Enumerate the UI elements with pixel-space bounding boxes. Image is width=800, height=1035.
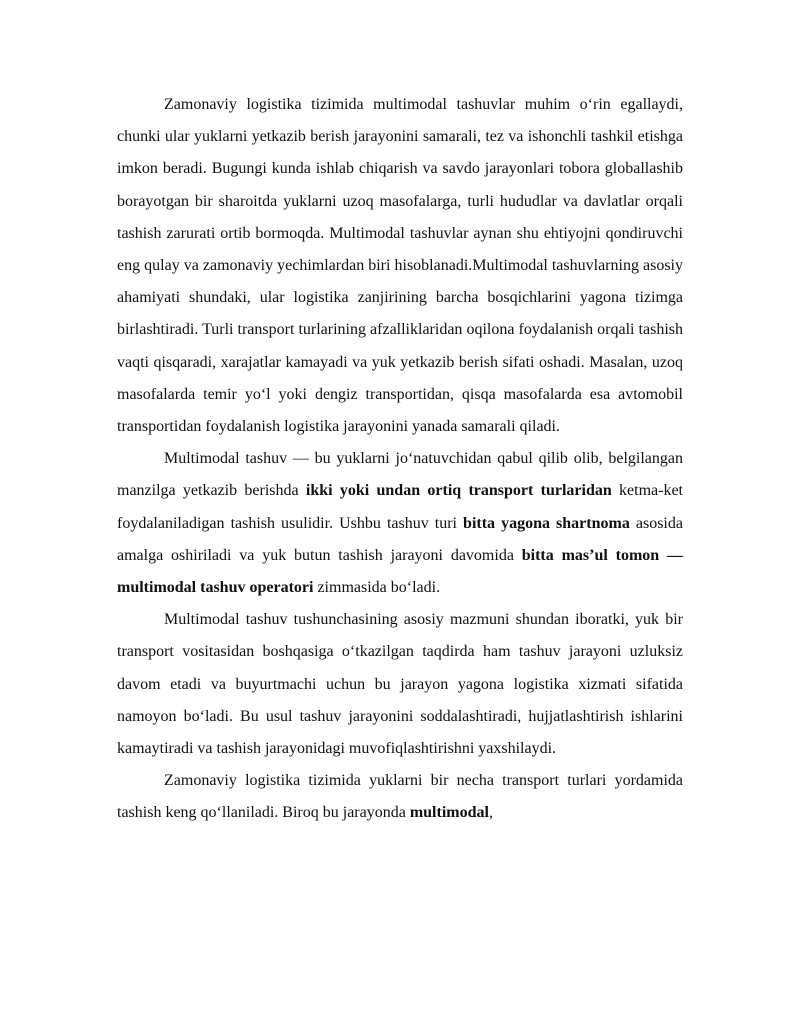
paragraph-text: Zamonaviy logistika tizimida multimodal tashuvlar muhim o‘rin egallaydi, chunki ular yuklarni yetkazib berish jarayonini samarali, tez va ishonchli tashkil etishga imkon beradi. Bugungi kunda ishlab chiqarish va savdo jarayonlari tobora globallashib borayotgan bir sharoitda yuklarni uzoq masofalarga, turli hududlar va davlatlar orqali tashish zarurati ortib bormoqda. Multimodal tashuvlar aynan shu ehtiyojni qondiruvchi eng qulay va zamonaviy yechimlardan biri hisoblanadi.Multimodal tashuvlarning asosiy ahamiyati shundaki, ular logistika zanjirining barcha bosqichlarini yagona tizimga birlashtiradi. Turli transport turlarining afzalliklaridan oqilona foydalanish orqali tashish vaqti qisqaradi, xarajatlar kamayadi va yuk yetkazib berish sifati oshadi. Masalan, uzoq masofalarda temir yo‘l yoki dengiz transportidan, qisqa masofalarda esa avtomobil transportidan foydalanish logistika jarayonini yanada samarali qiladi. xyxy=(117,96,683,436)
paragraph-text: asosida amalga oshiriladi va yuk butun tashish jarayoni davomida xyxy=(117,514,683,564)
paragraph-definition xyxy=(117,443,683,604)
bold-term: multimodal xyxy=(409,804,489,822)
bold-term: bitta yagona shartnoma xyxy=(463,514,630,532)
document-page xyxy=(117,89,683,830)
paragraph-intro xyxy=(117,89,683,443)
paragraph-concept xyxy=(117,604,683,765)
paragraph-text: , xyxy=(488,804,493,822)
paragraph-continuation xyxy=(117,765,683,829)
paragraph-text: Multimodal tashuv — bu yuklarni jo‘natuvchidan qabul qilib olib, belgilangan manzilga yetkazib berishda xyxy=(117,450,683,500)
paragraph-text: ketma-ket foydalaniladigan tashish usulidir. Ushbu tashuv turi xyxy=(117,482,684,532)
paragraph-text: Multimodal tashuv tushunchasining asosiy mazmuni shundan iboratki, yuk bir transport vositasidan boshqasiga o‘tkazilgan taqdirda ham tashuv jarayoni uzluksiz davom etadi va buyurtmachi uchun bu jarayon yagona logistika xizmati sifatida namoyon bo‘ladi. Bu usul tashuv jarayonini soddalashtiradi, hujjatlashtirish ishlarini kamaytiradi va tashish jarayonidagi muvofiqlashtirishni yaxshilaydi. xyxy=(117,611,683,758)
bold-term: bitta mas’ul tomon — multimodal tashuv operatori xyxy=(117,546,684,597)
bold-term: ikki yoki undan ortiq transport turlaridan xyxy=(305,482,612,500)
paragraph-text: Zamonaviy logistika tizimida yuklarni bir necha transport turlari yordamida tashish keng qo‘llaniladi. Biroq bu jarayonda xyxy=(117,772,683,822)
paragraph-text: zimmasida bo‘ladi. xyxy=(313,579,441,597)
